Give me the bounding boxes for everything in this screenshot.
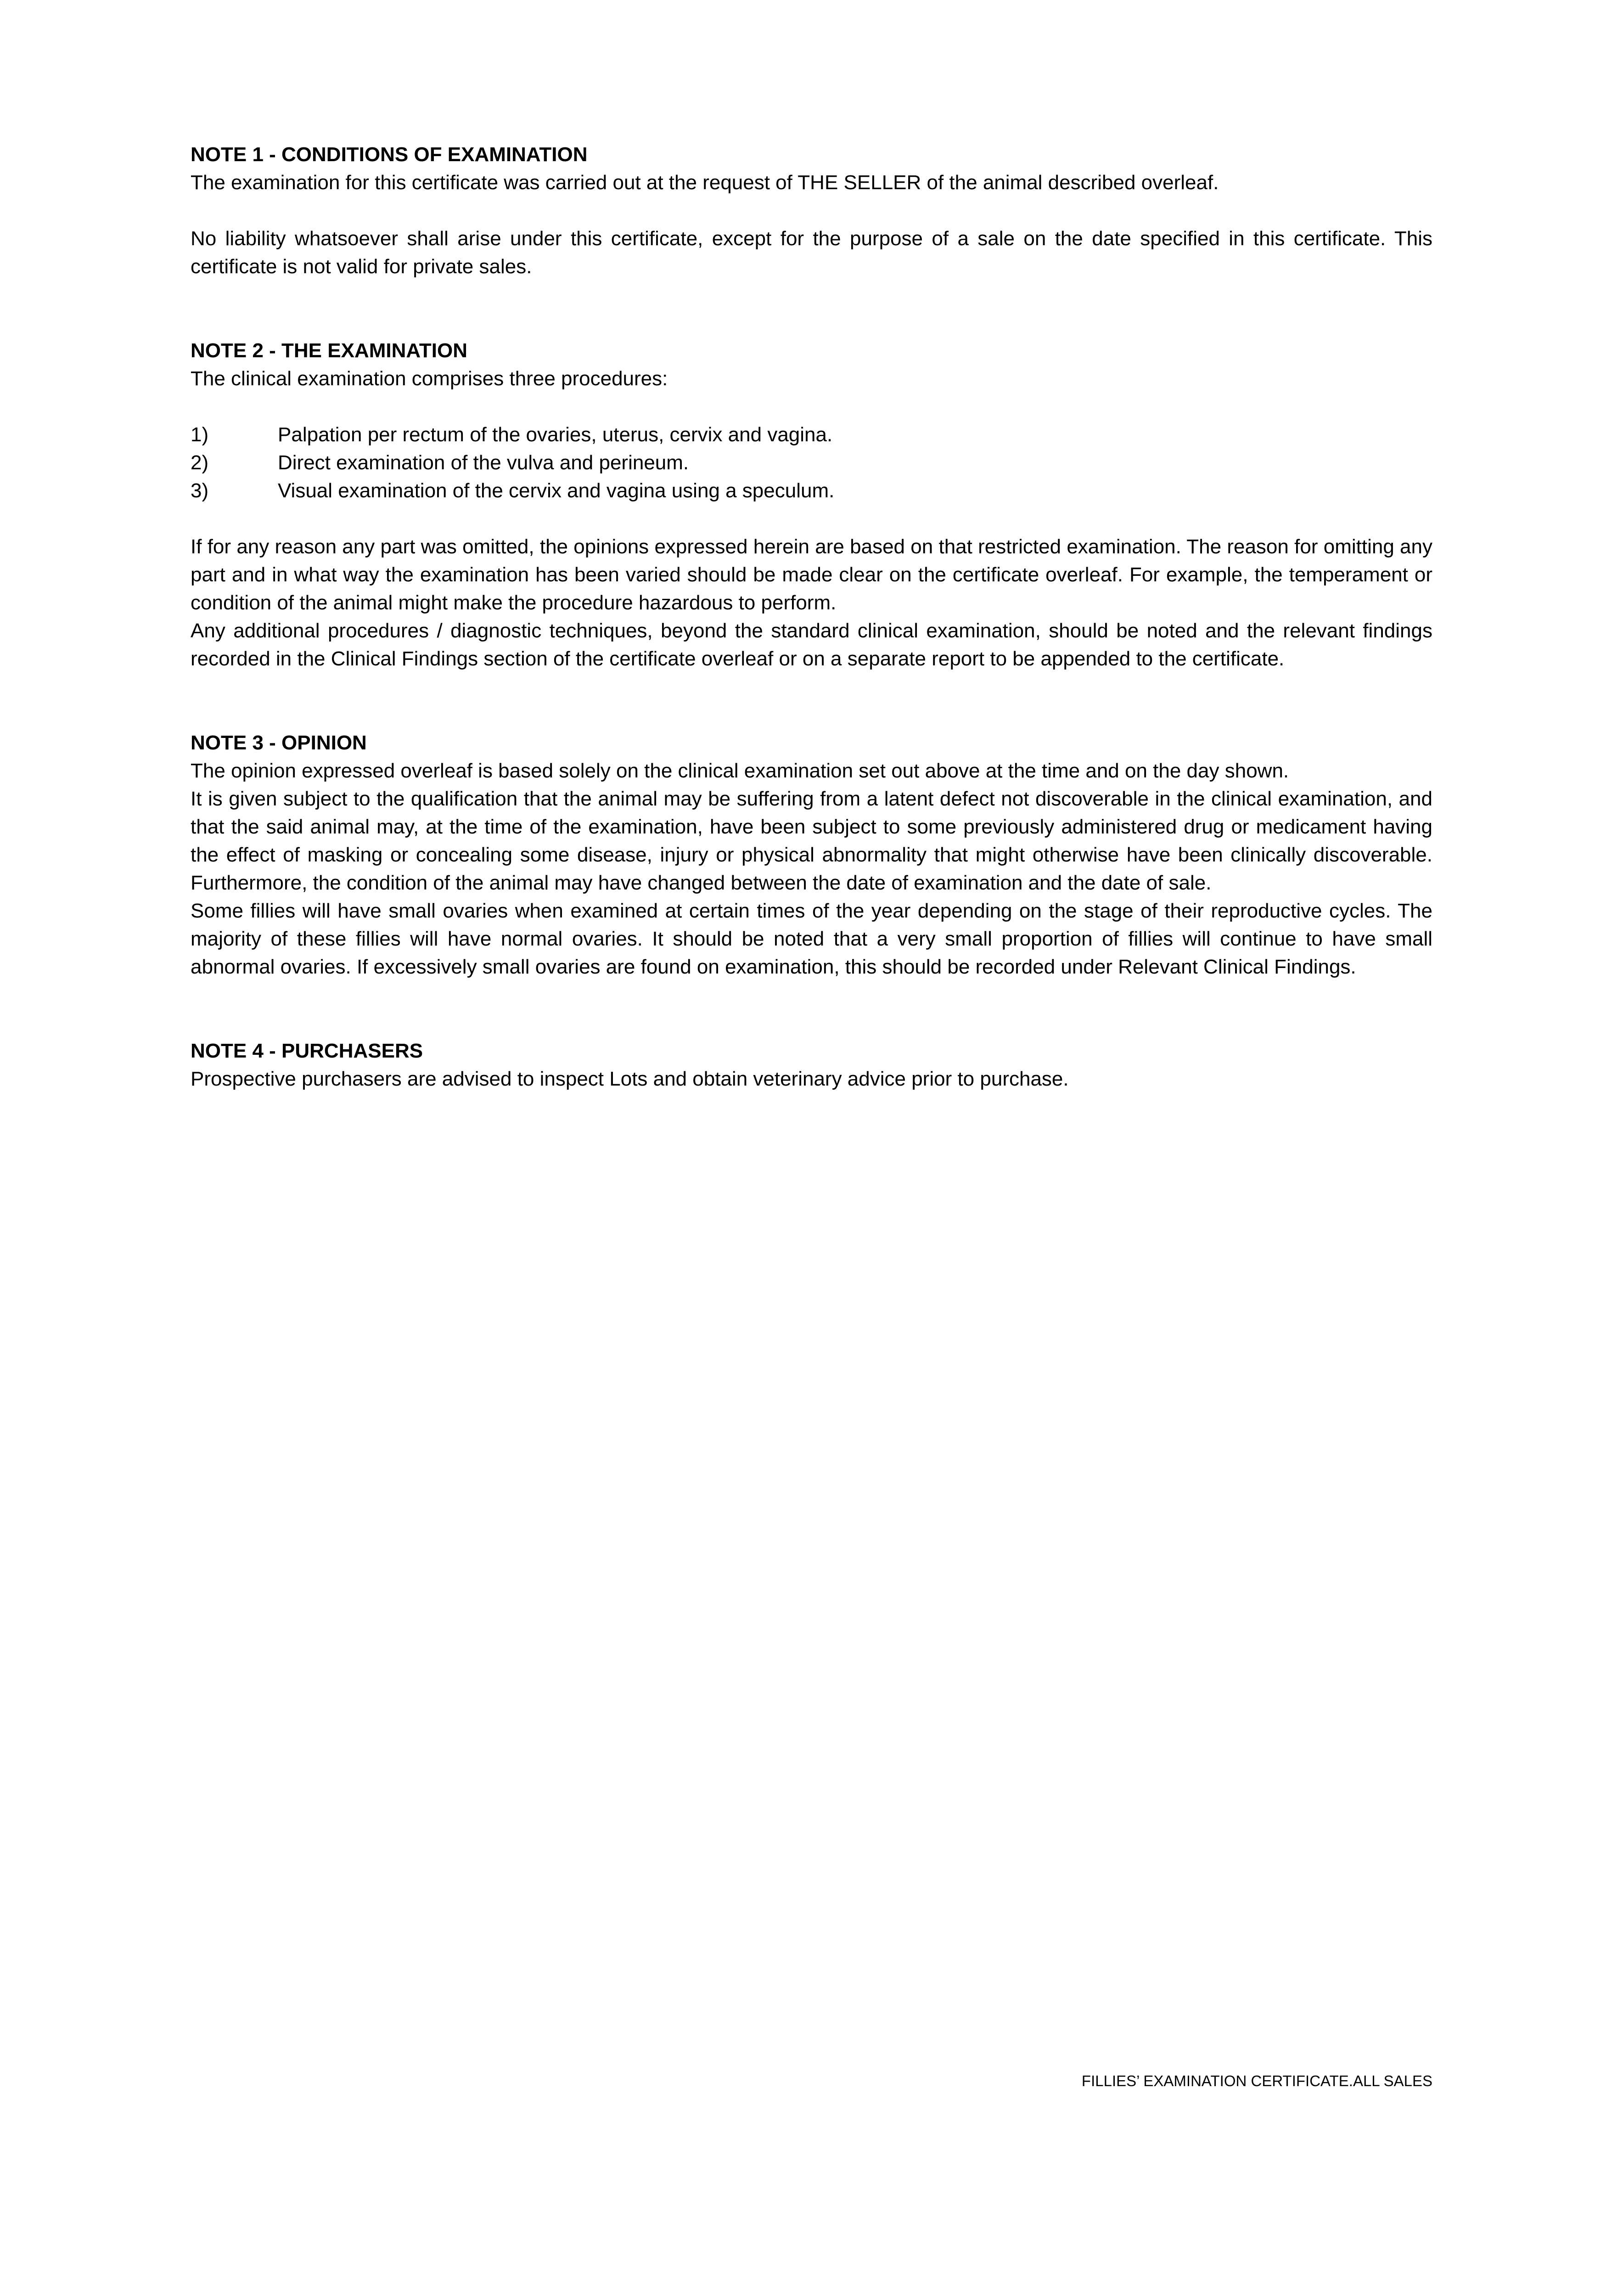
certificate-notes-page xyxy=(191,141,1432,1093)
note1-paragraph-no-liability: No liability whatsoever shall arise under this certificate, except for the purpose of a sale on the date specified in this certificate. This certificate is not valid for private sales. xyxy=(191,227,1432,278)
list-item-number: 2) xyxy=(191,451,209,474)
section-note2 xyxy=(191,337,1432,673)
procedure-list xyxy=(191,421,1432,505)
list-item-number: 3) xyxy=(191,479,209,502)
note1-heading: NOTE 1 - CONDITIONS OF EXAMINATION xyxy=(191,143,588,166)
note2-heading: NOTE 2 - THE EXAMINATION xyxy=(191,339,467,362)
page-footer: FILLIES’ EXAMINATION CERTIFICATE.ALL SALES xyxy=(1081,2072,1432,2089)
note2-intro: The clinical examination comprises three procedures: xyxy=(191,367,668,390)
list-item xyxy=(191,421,1432,449)
note4-paragraph-prospective-purchasers: Prospective purchasers are advised to inspect Lots and obtain veterinary advice prior to purchase. xyxy=(191,1068,1069,1090)
note3-heading: NOTE 3 - OPINION xyxy=(191,732,367,754)
note4-heading: NOTE 4 - PURCHASERS xyxy=(191,1040,423,1062)
note3-paragraph-fillies-ovaries: Some fillies will have small ovaries when examined at certain times of the year depending on the stage of their reproductive cycles. The majority of these fillies will have normal ovaries. It should be noted that a very small proportion of fillies will continue to have small abnormal ovaries. If excessively small ovaries are found on examination, this should be recorded under Relevant Clinical Findings. xyxy=(191,900,1432,978)
note2-paragraph-additional-procedures: Any additional procedures / diagnostic techniques, beyond the standard clinical examination, should be noted and the relevant findings recorded in the Clinical Findings section of the certificate overleaf or on a separate report to be appended to the certificate. xyxy=(191,619,1432,670)
section-note1 xyxy=(191,141,1432,281)
list-item-text: Visual examination of the cervix and vagina using a speculum. xyxy=(278,479,835,502)
section-note3 xyxy=(191,729,1432,981)
note1-paragraph-examination-request: The examination for this certificate was carried out at the request of THE SELLER of the animal described overleaf. xyxy=(191,171,1219,194)
list-item xyxy=(191,449,1432,477)
list-item xyxy=(191,477,1432,505)
list-item-text: Direct examination of the vulva and perineum. xyxy=(278,451,689,474)
note2-paragraph-omitted: If for any reason any part was omitted, the opinions expressed herein are based on that restricted examination. The reason for omitting any part and in what way the examination has been varied should be made clear on the certificate overleaf. For example, the temperament or condition of the animal might make the procedure hazardous to perform. xyxy=(191,535,1432,614)
section-note4 xyxy=(191,1037,1432,1093)
note3-paragraph-qualification: It is given subject to the qualification that the animal may be suffering from a latent defect not discoverable in the clinical examination, and that the said animal may, at the time of the examination, have been subject to some previously administered drug or medicament having the effect of masking or concealing some disease, injury or physical abnormality that might otherwise have been clinically discoverable. Furthermore, the condition of the animal may have changed between the date of examination and the date of sale. xyxy=(191,788,1432,894)
note3-paragraph-opinion-basis: The opinion expressed overleaf is based solely on the clinical examination set out above at the time and on the day shown. xyxy=(191,760,1289,782)
list-item-text: Palpation per rectum of the ovaries, uterus, cervix and vagina. xyxy=(278,423,833,446)
list-item-number: 1) xyxy=(191,423,209,446)
